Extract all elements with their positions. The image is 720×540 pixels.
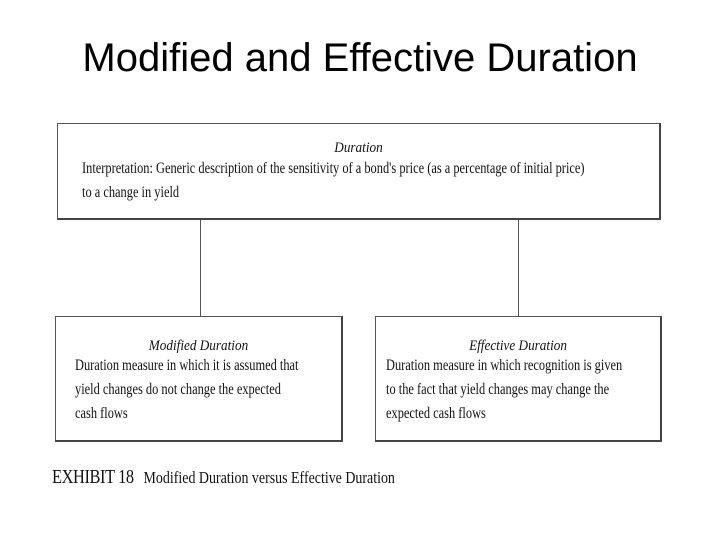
modified-duration-description — [75, 354, 331, 426]
duration-heading: Duration — [334, 140, 383, 156]
modified-duration-heading: Modified Duration — [148, 338, 249, 354]
modified-duration-line: yield changes do not change the expected — [75, 381, 281, 398]
duration-description-line: to a change in yield — [82, 184, 180, 201]
exhibit-label: EXHIBIT 18 — [52, 466, 134, 488]
modified-duration-line: Duration measure in which it is assumed that — [75, 357, 299, 374]
exhibit-caption — [52, 466, 395, 489]
modified-duration-box — [55, 316, 343, 442]
effective-duration-line: expected cash flows — [386, 405, 486, 422]
effective-duration-box — [375, 316, 662, 442]
effective-duration-line: to the fact that yield changes may change the — [386, 381, 610, 398]
connector-line-right — [518, 220, 519, 316]
exhibit-caption-text: Modified Duration versus Effective Duration — [143, 468, 395, 487]
duration-description — [82, 157, 658, 205]
modified-duration-line: cash flows — [75, 405, 128, 422]
effective-duration-description — [386, 354, 658, 426]
effective-duration-heading: Effective Duration — [469, 338, 567, 354]
duration-box — [57, 123, 661, 220]
effective-duration-line: Duration measure in which recognition is given — [386, 357, 623, 374]
connector-line-left — [200, 220, 201, 316]
duration-description-line: Interpretation: Generic description of the sensitivity of a bond's price (as a percentage of initial price) — [82, 160, 585, 177]
slide-title: Modified and Effective Duration — [82, 36, 638, 80]
